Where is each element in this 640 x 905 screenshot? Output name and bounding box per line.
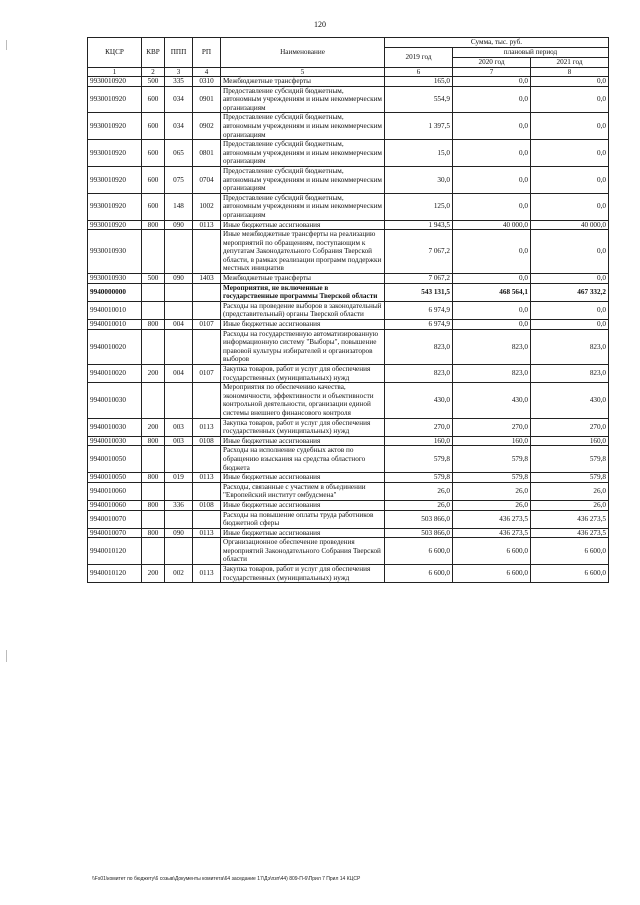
table-row [88,538,609,565]
cell-ppp: 090 [165,274,193,284]
cell-kvr [142,446,165,473]
cell-ppp [165,482,193,500]
cell-code: 9940010120 [88,565,142,583]
cell-kvr [142,538,165,565]
cell-v2020: 823,0 [453,329,531,364]
column-number: 6 [385,68,453,77]
cell-v2019: 543 131,5 [385,283,453,301]
cell-code: 9930010920 [88,193,142,220]
cell-rp [193,510,221,528]
cell-ppp [165,230,193,274]
cell-kvr [142,510,165,528]
cell-ppp [165,329,193,364]
column-number: 3 [165,68,193,77]
table-row [88,193,609,220]
cell-kvr: 600 [142,140,165,167]
cell-v2021: 579,8 [531,446,609,473]
header-2019: 2019 год [385,48,453,68]
cell-v2020: 468 564,1 [453,283,531,301]
cell-ppp: 034 [165,86,193,113]
cell-name: Межбюджетные трансферты [221,274,385,284]
cell-rp: 0902 [193,113,221,140]
cell-rp: 1002 [193,193,221,220]
cell-name: Расходы на повышение оплаты труда работников бюджетной сферы [221,510,385,528]
column-number: 2 [142,68,165,77]
cell-v2021: 0,0 [531,320,609,330]
cell-kvr: 600 [142,113,165,140]
header-kvr: КВР [142,38,165,68]
cell-code: 9940010020 [88,365,142,383]
cell-v2021: 579,8 [531,473,609,483]
table-row [88,86,609,113]
table-row [88,482,609,500]
table-row [88,320,609,330]
cell-v2021: 0,0 [531,113,609,140]
cell-v2020: 436 273,5 [453,510,531,528]
cell-v2021: 430,0 [531,383,609,418]
cell-v2020: 270,0 [453,418,531,436]
cell-code: 9940010060 [88,500,142,510]
cell-v2021: 26,0 [531,500,609,510]
cell-rp: 1403 [193,274,221,284]
column-number: 5 [221,68,385,77]
cell-v2020: 0,0 [453,166,531,193]
cell-v2019: 1 397,5 [385,113,453,140]
cell-v2020: 0,0 [453,77,531,87]
cell-v2021: 823,0 [531,365,609,383]
header-ppp: ППП [165,38,193,68]
cell-v2021: 40 000,0 [531,220,609,230]
cell-code: 9930010920 [88,166,142,193]
cell-v2019: 7 067,2 [385,230,453,274]
cell-ppp: 003 [165,436,193,446]
cell-kvr: 800 [142,436,165,446]
cell-ppp: 034 [165,113,193,140]
cell-v2021: 823,0 [531,329,609,364]
cell-code: 9940010060 [88,482,142,500]
cell-kvr [142,283,165,301]
cell-rp: 0113 [193,565,221,583]
cell-v2019: 26,0 [385,482,453,500]
table-row [88,365,609,383]
table-row [88,166,609,193]
file-path-footer: \\Fs01\комитет по бюджету\6 созыв\Документы комитета\64 заседание 17\Дэ\пзп\44) 809-П-6\Прил 7 Прил 14 КЦСР [92,876,361,882]
cell-code: 9940010050 [88,446,142,473]
cell-v2021: 6 600,0 [531,565,609,583]
cell-kvr: 200 [142,365,165,383]
cell-code: 9940010050 [88,473,142,483]
cell-rp: 0901 [193,86,221,113]
cell-rp [193,301,221,319]
cell-ppp: 148 [165,193,193,220]
cell-kvr: 200 [142,565,165,583]
cell-code: 9940000000 [88,283,142,301]
margin-mark [6,40,7,50]
cell-ppp: 336 [165,500,193,510]
cell-v2020: 26,0 [453,482,531,500]
cell-name: Иные бюджетные ассигнования [221,320,385,330]
cell-v2021: 436 273,5 [531,510,609,528]
cell-name: Организационное обеспечение проведения мероприятий Законодательного Собрания Тверской области [221,538,385,565]
cell-ppp: 004 [165,365,193,383]
cell-v2021: 0,0 [531,77,609,87]
header-kcsr: КЦСР [88,38,142,68]
table-row [88,301,609,319]
cell-v2020: 6 600,0 [453,565,531,583]
table-row [88,329,609,364]
cell-code: 9940010070 [88,510,142,528]
table-row [88,528,609,538]
cell-code: 9930010920 [88,77,142,87]
cell-ppp: 004 [165,320,193,330]
table-row [88,418,609,436]
cell-code: 9940010030 [88,418,142,436]
cell-v2021: 26,0 [531,482,609,500]
cell-v2019: 823,0 [385,329,453,364]
cell-kvr [142,230,165,274]
table-row [88,274,609,284]
cell-rp [193,538,221,565]
cell-kvr: 800 [142,220,165,230]
cell-rp [193,230,221,274]
cell-code: 9930010920 [88,140,142,167]
cell-ppp [165,446,193,473]
cell-code: 9940010020 [88,329,142,364]
cell-ppp [165,383,193,418]
cell-v2020: 579,8 [453,473,531,483]
cell-v2020: 40 000,0 [453,220,531,230]
cell-name: Иные бюджетные ассигнования [221,528,385,538]
page-number: 120 [314,20,326,29]
cell-ppp [165,510,193,528]
table-row [88,565,609,583]
cell-v2020: 6 600,0 [453,538,531,565]
cell-rp: 0704 [193,166,221,193]
cell-rp [193,283,221,301]
header-name: Наименование [221,38,385,68]
table-row [88,436,609,446]
table-row [88,500,609,510]
header-2020: 2020 год [453,58,531,68]
cell-ppp: 002 [165,565,193,583]
cell-v2019: 160,0 [385,436,453,446]
cell-v2020: 160,0 [453,436,531,446]
cell-ppp: 065 [165,140,193,167]
cell-name: Иные бюджетные ассигнования [221,220,385,230]
cell-rp: 0113 [193,528,221,538]
cell-v2021: 270,0 [531,418,609,436]
cell-name: Закупка товаров, работ и услуг для обеспечения государственных (муниципальных) нужд [221,565,385,583]
cell-ppp [165,301,193,319]
cell-rp: 0108 [193,500,221,510]
cell-v2019: 6 974,9 [385,301,453,319]
cell-rp [193,383,221,418]
cell-v2021: 436 273,5 [531,528,609,538]
cell-v2019: 823,0 [385,365,453,383]
cell-code: 9930010930 [88,274,142,284]
table-row [88,510,609,528]
table-row [88,473,609,483]
cell-name: Мероприятия, не включенные в государственные программы Тверской области [221,283,385,301]
cell-name: Предоставление субсидий бюджетным, автономным учреждениям и иным некоммерческим организациям [221,86,385,113]
cell-kvr [142,329,165,364]
cell-code: 9940010030 [88,383,142,418]
cell-rp [193,329,221,364]
cell-name: Закупка товаров, работ и услуг для обеспечения государственных (муниципальных) нужд [221,418,385,436]
cell-rp: 0113 [193,220,221,230]
cell-ppp: 075 [165,166,193,193]
cell-v2020: 0,0 [453,193,531,220]
cell-kvr: 800 [142,473,165,483]
cell-ppp: 003 [165,418,193,436]
cell-v2020: 0,0 [453,113,531,140]
column-number: 7 [453,68,531,77]
cell-name: Иные бюджетные ассигнования [221,436,385,446]
table-row [88,113,609,140]
cell-v2019: 6 974,9 [385,320,453,330]
header-rp: РП [193,38,221,68]
cell-rp: 0310 [193,77,221,87]
cell-v2021: 0,0 [531,274,609,284]
cell-v2020: 579,8 [453,446,531,473]
cell-kvr: 600 [142,86,165,113]
cell-v2019: 26,0 [385,500,453,510]
budget-table [87,37,609,583]
cell-name: Предоставление субсидий бюджетным, автономным учреждениям и иным некоммерческим организациям [221,166,385,193]
cell-code: 9940010030 [88,436,142,446]
cell-ppp [165,538,193,565]
cell-name: Закупка товаров, работ и услуг для обеспечения государственных (муниципальных) нужд [221,365,385,383]
column-number: 8 [531,68,609,77]
cell-v2019: 554,9 [385,86,453,113]
column-number-row [88,68,609,77]
cell-rp: 0107 [193,320,221,330]
cell-v2021: 0,0 [531,230,609,274]
cell-ppp: 335 [165,77,193,87]
cell-name: Предоставление субсидий бюджетным, автономным учреждениям и иным некоммерческим организациям [221,113,385,140]
cell-name: Иные бюджетные ассигнования [221,473,385,483]
cell-rp: 0108 [193,436,221,446]
margin-mark [6,650,7,662]
cell-v2019: 6 600,0 [385,565,453,583]
cell-v2020: 823,0 [453,365,531,383]
header-2021: 2021 год [531,58,609,68]
cell-v2020: 0,0 [453,140,531,167]
cell-v2021: 0,0 [531,193,609,220]
cell-v2021: 0,0 [531,140,609,167]
cell-ppp: 090 [165,528,193,538]
cell-name: Расходы на проведение выборов в законодательный (представительный) органы Тверской области [221,301,385,319]
table-row [88,446,609,473]
cell-name: Предоставление субсидий бюджетным, автономным учреждениям и иным некоммерческим организациям [221,193,385,220]
table-row [88,230,609,274]
cell-v2019: 7 067,2 [385,274,453,284]
cell-v2019: 1 943,5 [385,220,453,230]
cell-v2021: 0,0 [531,166,609,193]
cell-v2020: 0,0 [453,274,531,284]
cell-rp [193,446,221,473]
cell-v2020: 0,0 [453,86,531,113]
column-number: 1 [88,68,142,77]
table-row [88,383,609,418]
cell-code: 9930010920 [88,220,142,230]
cell-name: Иные межбюджетные трансферты на реализацию мероприятий по обращениям, поступающим к депутатам Законодательного Собрания Тверской области, в рамках реализации программ поддержки местных инициатив [221,230,385,274]
cell-ppp: 090 [165,220,193,230]
cell-v2020: 0,0 [453,320,531,330]
cell-v2019: 6 600,0 [385,538,453,565]
cell-kvr: 500 [142,274,165,284]
cell-v2019: 15,0 [385,140,453,167]
cell-kvr: 800 [142,500,165,510]
table-row [88,140,609,167]
table-row [88,77,609,87]
cell-name: Межбюджетные трансферты [221,77,385,87]
cell-rp: 0107 [193,365,221,383]
cell-v2019: 430,0 [385,383,453,418]
cell-name: Расходы, связанные с участием в объединении "Европейский институт омбудсмена" [221,482,385,500]
cell-name: Иные бюджетные ассигнования [221,500,385,510]
cell-v2019: 503 866,0 [385,528,453,538]
cell-kvr [142,383,165,418]
cell-kvr: 200 [142,418,165,436]
cell-code: 9930010920 [88,113,142,140]
cell-v2019: 579,8 [385,473,453,483]
cell-rp: 0113 [193,473,221,483]
cell-code: 9940010010 [88,301,142,319]
table-row [88,283,609,301]
header-sum: Сумма, тыс. руб. [385,38,609,48]
cell-kvr: 800 [142,320,165,330]
cell-v2020: 430,0 [453,383,531,418]
cell-ppp: 019 [165,473,193,483]
cell-code: 9930010930 [88,230,142,274]
cell-code: 9940010010 [88,320,142,330]
cell-v2020: 0,0 [453,230,531,274]
cell-code: 9940010120 [88,538,142,565]
cell-v2019: 165,0 [385,77,453,87]
cell-name: Расходы на исполнение судебных актов по обращению взыскания на средства областного бюджета [221,446,385,473]
cell-v2021: 0,0 [531,86,609,113]
cell-v2020: 436 273,5 [453,528,531,538]
cell-kvr: 800 [142,528,165,538]
column-number: 4 [193,68,221,77]
cell-v2021: 0,0 [531,301,609,319]
cell-v2019: 30,0 [385,166,453,193]
cell-v2021: 6 600,0 [531,538,609,565]
cell-v2019: 125,0 [385,193,453,220]
header-planned: плановый период [453,48,609,58]
cell-v2019: 503 866,0 [385,510,453,528]
cell-kvr: 600 [142,193,165,220]
cell-kvr: 500 [142,77,165,87]
cell-rp: 0801 [193,140,221,167]
cell-kvr [142,482,165,500]
cell-name: Предоставление субсидий бюджетным, автономным учреждениям и иным некоммерческим организациям [221,140,385,167]
cell-name: Расходы на государственную автоматизированную информационную систему "Выборы", повышение правовой культуры избирателей и организаторов выборов [221,329,385,364]
cell-rp: 0113 [193,418,221,436]
cell-v2020: 0,0 [453,301,531,319]
cell-v2019: 270,0 [385,418,453,436]
cell-v2021: 467 332,2 [531,283,609,301]
cell-name: Мероприятия по обеспечению качества, экономичности, эффективности и объективности контрольной деятельности, организации единой системы внешнего финансового контроля [221,383,385,418]
cell-kvr: 600 [142,166,165,193]
cell-code: 9930010920 [88,86,142,113]
cell-v2021: 160,0 [531,436,609,446]
cell-ppp [165,283,193,301]
cell-kvr [142,301,165,319]
cell-code: 9940010070 [88,528,142,538]
cell-rp [193,482,221,500]
cell-v2019: 579,8 [385,446,453,473]
cell-v2020: 26,0 [453,500,531,510]
table-row [88,220,609,230]
